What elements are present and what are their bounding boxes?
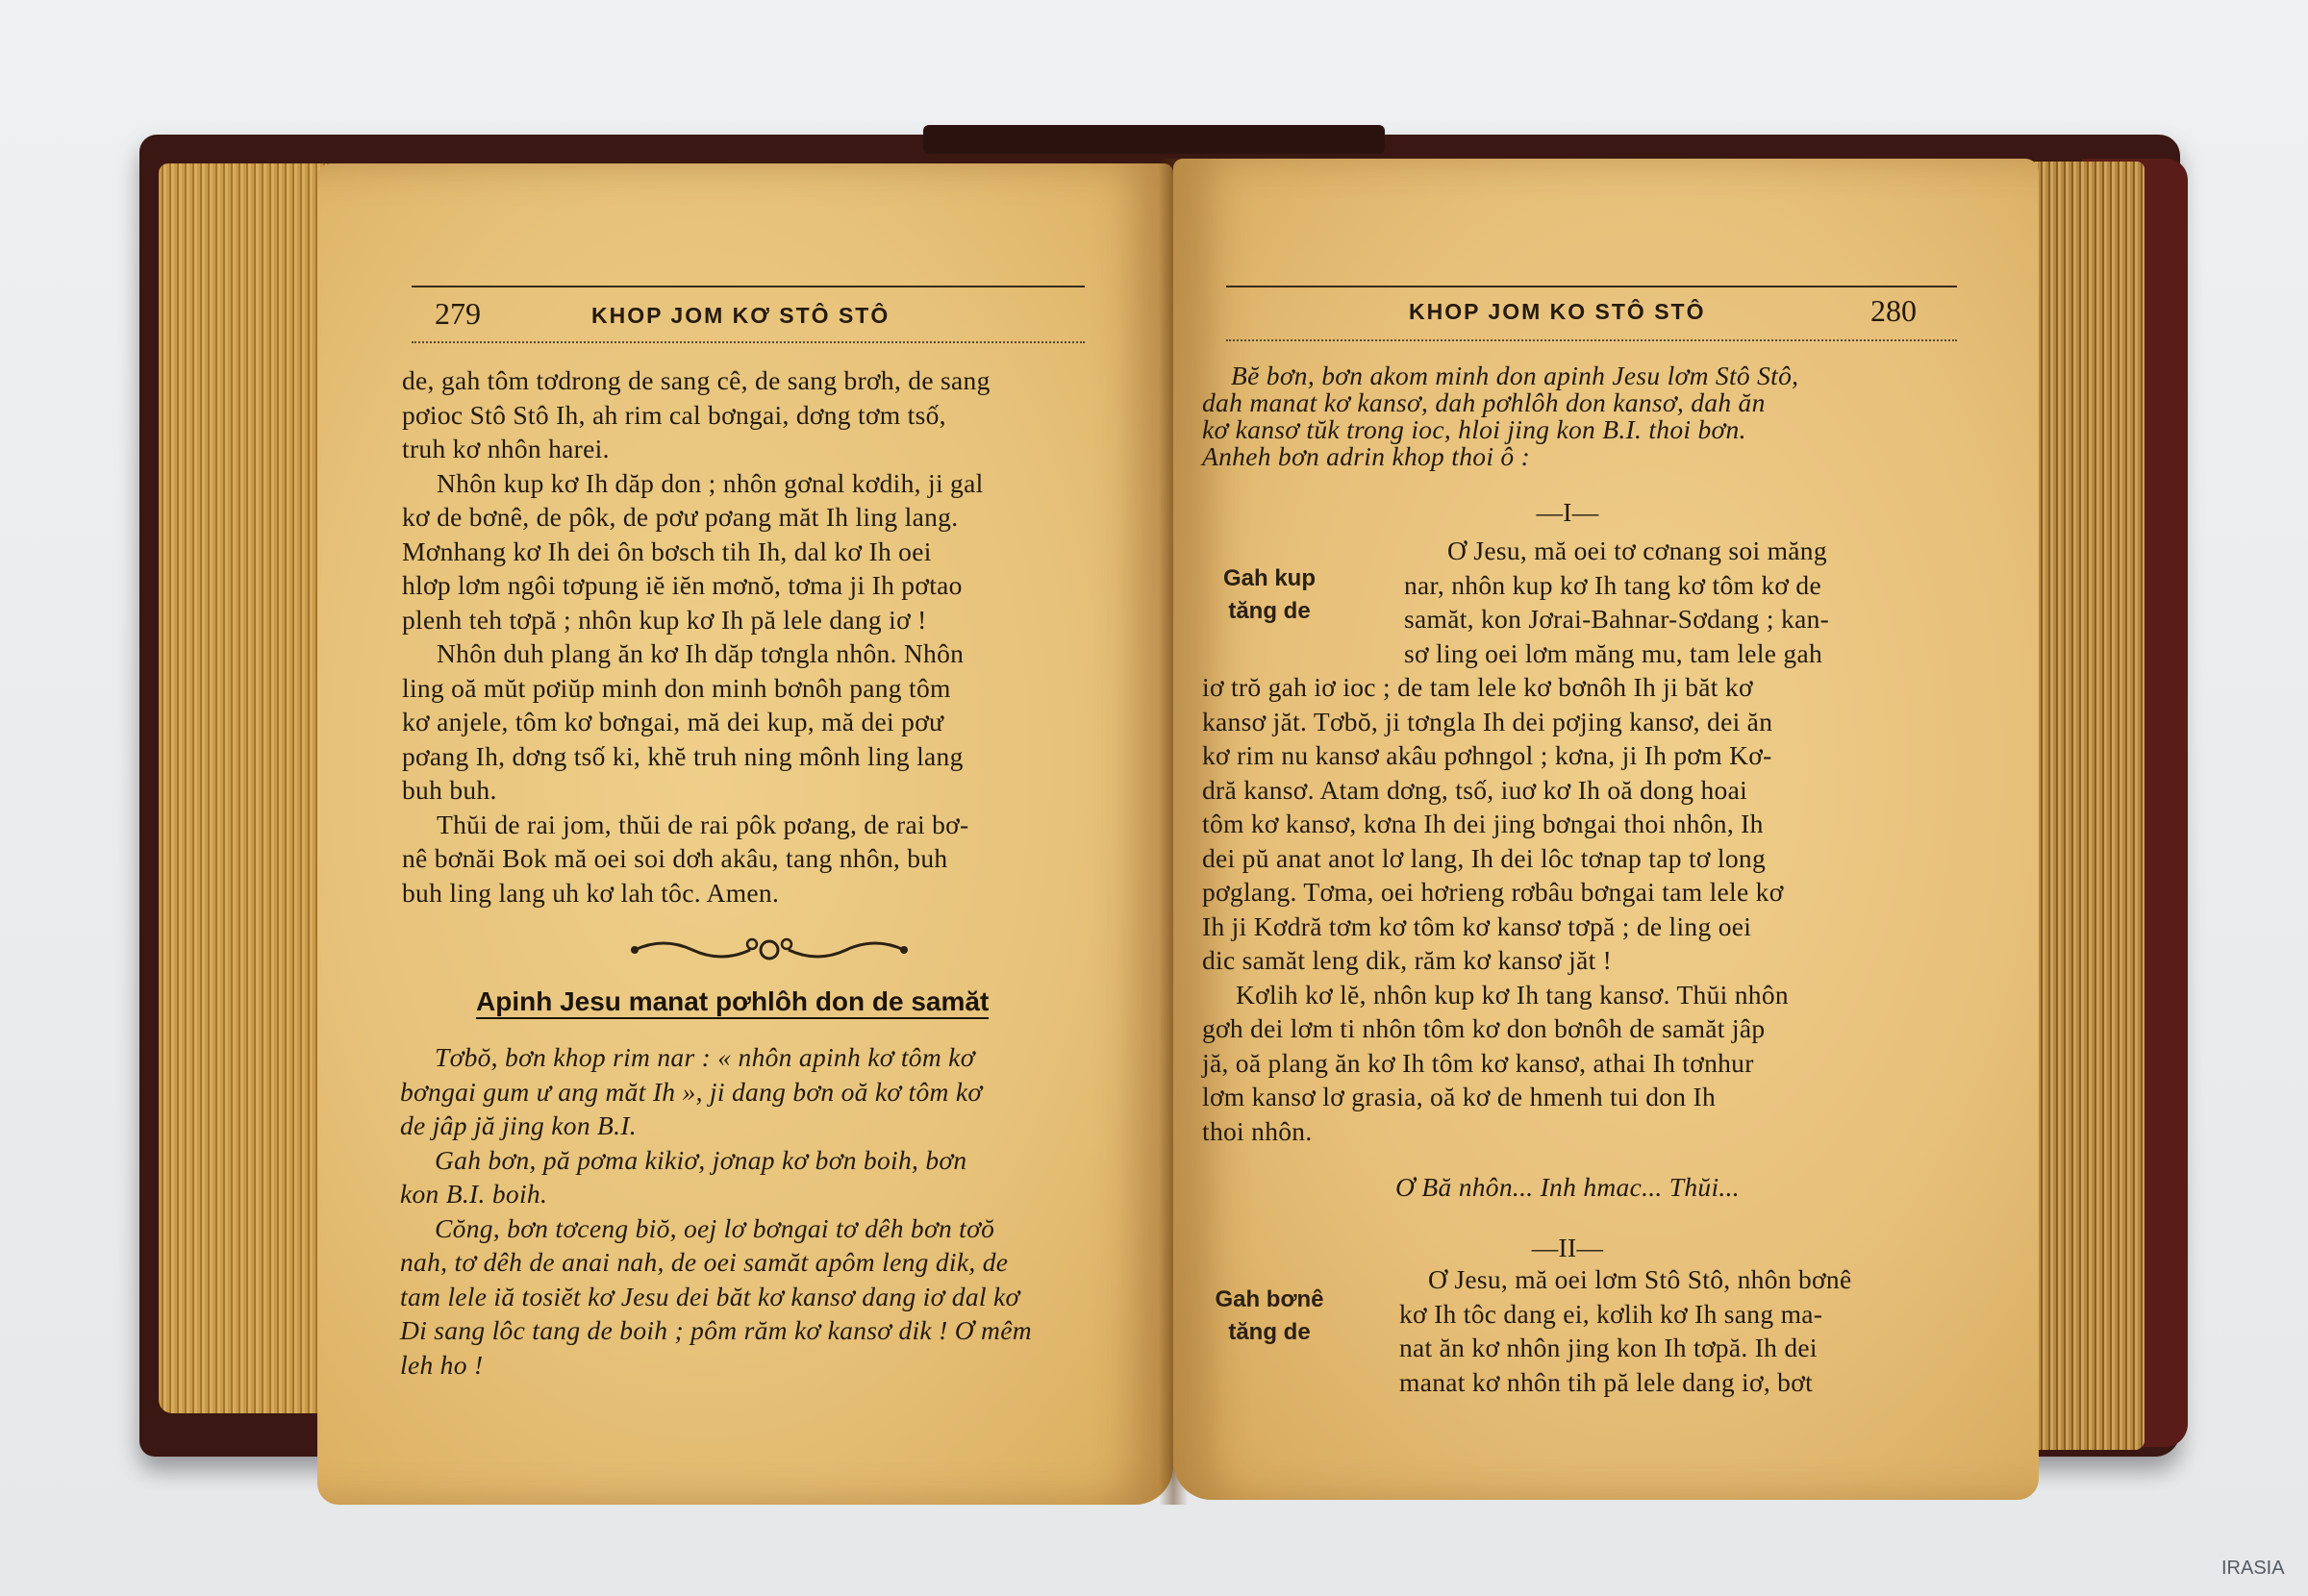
text-line: kơ anjele, tôm kơ bơngai, mă dei kup, mă dei pơư [402, 707, 944, 736]
text-line: kơ de bơnê, de pôk, de pơư pơang măt Ih ling lang. [402, 502, 959, 532]
text-line: dei pŭ anat anot lơ lang, Ih dei lôc tơnap tap tơ long [1202, 842, 1767, 873]
text-line: —I— [1536, 497, 1599, 527]
text-line: kansơ jăt. Tơbŏ, ji tơngla Ih dei pơjing kansơ, dei ăn [1202, 706, 1773, 736]
text-line: thoi nhôn. [1202, 1115, 1313, 1146]
text-line: tam lele iă tosiĕt kơ Jesu dei băt kơ kansơ dang iơ dal kơ [400, 1281, 1020, 1311]
text-line: Mơnhang kơ Ih dei ôn bơsch tih Ih, dal kơ Ih oei [402, 536, 932, 566]
text-line: sơ ling oei lơm măng mu, tam lele gah [1404, 637, 1823, 668]
left-page [317, 163, 1173, 1505]
text-line: —II— [1531, 1233, 1604, 1262]
text-line: tôm kơ kansơ, kơna Ih dei jing bơngai thoi nhôn, Ih [1202, 809, 1764, 838]
text-line: gơh dei lơm ti nhôn tôm kơ don bơnôh de samăt jâp [1202, 1013, 1766, 1043]
left-page-number: 279 [435, 296, 481, 331]
text-line: kơ Ih tôc dang ei, kơlih kơ Ih sang ma- [1399, 1298, 1823, 1329]
right-page [1173, 159, 2039, 1500]
ornament-divider [625, 933, 914, 967]
text-line: nar, nhôn kup kơ Ih tang kơ tôm kơ de [1404, 569, 1821, 600]
text-line: kơ rim nu kansơ akâu pơhngol ; kơna, ji Ih pơm Kơ- [1202, 740, 1772, 770]
text-line: leh ho ! [400, 1349, 484, 1380]
text-line: Nhôn kup kơ Ih dăp don ; nhôn gơnal kơdih, ji gal [437, 467, 984, 498]
text-line: samăt, kon Jơrai-Bahnar-Sơdang ; kan- [1404, 604, 1830, 634]
text-line: de jâp jă jing kon B.I. [400, 1110, 637, 1140]
text-line: buh ling lang uh kơ lah tôc. Amen. [402, 877, 780, 908]
text-line: bơngai gum ư ang măt Ih », ji dang bơn oă kơ tôm kơ [400, 1076, 983, 1107]
margin-note [1212, 562, 1327, 628]
text-line: de, gah tôm tơdrong de sang cê, de sang brơh, de sang [402, 365, 991, 395]
text-line: dah manat kơ kansơ, dah pơhlôh don kansơ, dah ăn [1202, 387, 1766, 417]
text-line: ling oă mŭt pơiŭp minh don minh bơnôh pang tôm [402, 672, 951, 703]
text-line: hlơp lơm ngôi tơpung iĕ iĕn mơnŏ, tơma ji Ih pơtao [402, 570, 963, 600]
text-line: buh buh. [402, 775, 497, 805]
header-rule-top [412, 286, 1085, 287]
text-line: kơ kansơ tŭk trong ioc, hloi jing kon B.I. thoi bơn. [1202, 414, 1746, 444]
book-spine [923, 125, 1385, 154]
margin-note [1212, 1284, 1327, 1349]
header-rule-bottom [412, 341, 1085, 343]
text-line: kon B.I. boih. [400, 1179, 548, 1209]
text-line: Gah bơn, pă pơma kikiơ, jơnap kơ bơn boih, bơn [435, 1144, 967, 1175]
section-heading: Apinh Jesu manat pơhlôh don de samăt [476, 986, 989, 1019]
text-line: nê bơnăi Bok mă oei soi dơh akâu, tang nhôn, buh [402, 843, 948, 873]
left-running-title: KHOP JOM KƠ STÔ STÔ [591, 303, 891, 328]
text-line: jă, oă plang ăn kơ Ih tôm kơ kansơ, athai Ih tơnhur [1202, 1047, 1754, 1078]
text-line: Ơ Jesu, mă oei lơm Stô Stô, nhôn bơnê [1428, 1264, 1852, 1294]
text-line: plenh teh tơpă ; nhôn kup kơ Ih pă lele dang iơ ! [402, 604, 927, 635]
text-line: Di sang lôc tang de boih ; pôm răm kơ kansơ dik ! Ơ mêm [400, 1315, 1032, 1345]
text-line: lơm kansơ lơ grasia, oă kơ de hmenh tui don Ih [1202, 1082, 1717, 1111]
text-line: pơglang. Tơma, oei hơrieng rơbâu bơngai tam lele kơ [1202, 877, 1784, 907]
right-page-number: 280 [1870, 293, 1917, 328]
left-page-edges [159, 163, 327, 1413]
text-line: Ơ Jesu, mă oei tơ cơnang soi măng [1447, 536, 1827, 565]
text-line: Nhôn duh plang ăn kơ Ih dăp tơngla nhôn. Nhôn [437, 638, 965, 668]
text-line: Cŏng, bơn tơceng biŏ, oej lơ bơngai tơ dêh bơn tơŏ [435, 1212, 995, 1243]
text-line: nah, tơ dêh de anai nah, de oei samăt apôm leng dik, de [400, 1247, 1009, 1277]
text-line: pơang Ih, dơng tsố ki, khĕ truh ning mônh ling lang [402, 740, 964, 771]
text-line: dic samăt leng dik, răm kơ kansơ jăt ! [1202, 945, 1613, 975]
margin-note-line: tăng de [1228, 1319, 1311, 1345]
text-line: dră kansơ. Atam dơng, tsố, iuơ kơ Ih oă dong hoai [1202, 774, 1748, 805]
header-rule-bottom [1226, 339, 1957, 341]
text-line: Thŭi de rai jom, thŭi de rai pôk pơang, de rai bơ- [437, 809, 969, 839]
text-line: Tơbŏ, bơn khop rim nar : « nhôn apinh kơ tôm kơ [435, 1042, 975, 1072]
text-line: Anheh bơn adrin khop thoi ô : [1202, 441, 1531, 471]
text-line: Ih ji Kơdră tơm kơ tôm kơ kansơ tơpă ; de ling oei [1202, 910, 1752, 941]
text-line: pơioc Stô Stô Ih, ah rim cal bơngai, dơng tơm tsố, [402, 399, 946, 430]
margin-note-line: Gah kup [1222, 565, 1316, 591]
text-line: truh kơ nhôn harei. [402, 434, 610, 463]
text-line: iơ trŏ gah iơ ioc ; de tam lele kơ bơnôh Ih ji băt kơ [1202, 672, 1753, 702]
text-line: Ơ Bă nhôn... Inh hmac... Thŭi... [1395, 1172, 1740, 1202]
text-line: Kơlih kơ lĕ, nhôn kup kơ Ih tang kansơ. Thŭi nhôn [1236, 979, 1789, 1010]
margin-note-line: tăng de [1228, 598, 1311, 624]
text-line: manat kơ nhôn tih pă lele dang iơ, bơt [1399, 1366, 1814, 1397]
text-line: Bĕ bơn, bơn akom minh don apinh Jesu lơm Stô Stô, [1231, 361, 1799, 390]
margin-note-line: Gah bơnê [1215, 1286, 1324, 1312]
header-rule-top [1226, 286, 1957, 287]
right-running-title: KHOP JOM KO STÔ STÔ [1409, 299, 1706, 324]
watermark: IRASIA [2221, 1558, 2285, 1579]
text-line: nat ăn kơ nhôn jing kon Ih tơpă. Ih dei [1399, 1333, 1818, 1362]
